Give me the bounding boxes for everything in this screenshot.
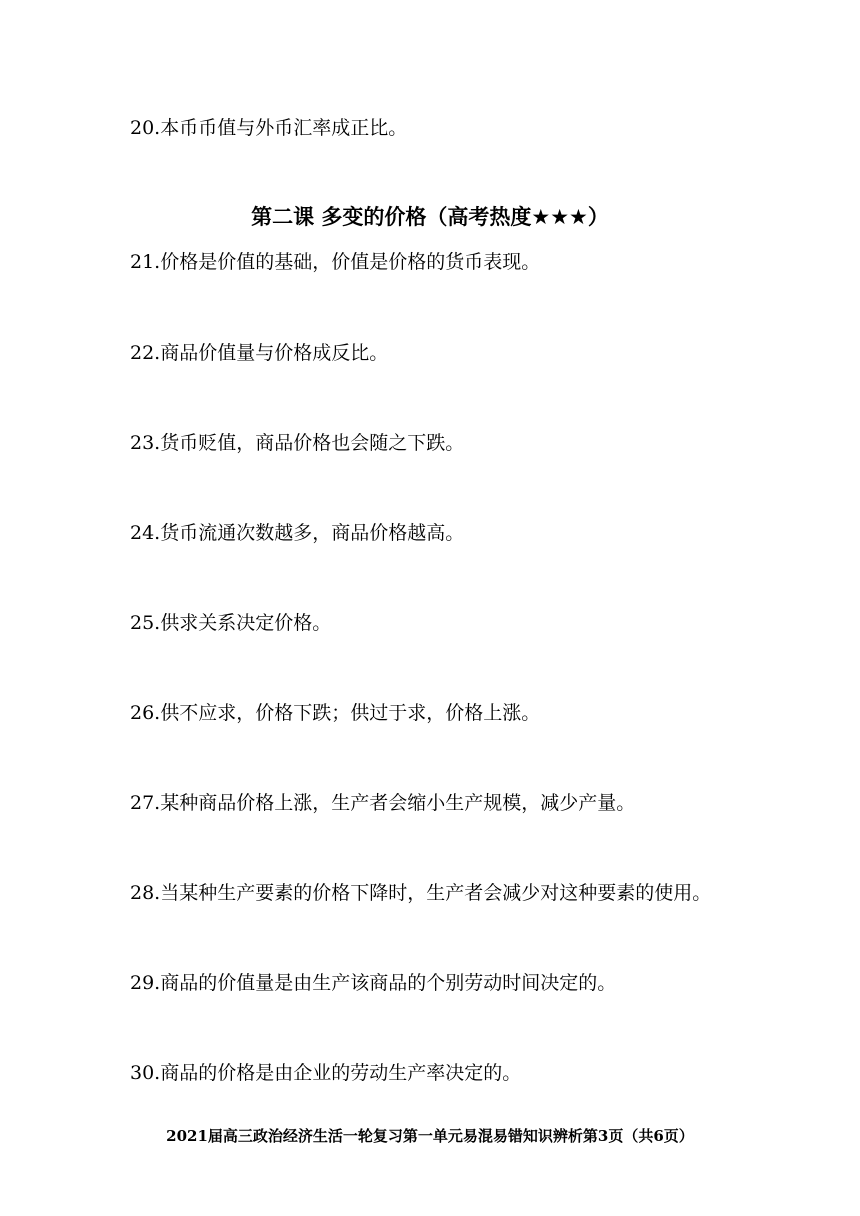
statement-23: 23.货币贬值，商品价格也会随之下跌。 xyxy=(130,432,465,454)
statement-25: 25.供求关系决定价格。 xyxy=(130,612,332,634)
statement-27: 27.某种商品价格上涨，生产者会缩小生产规模，减少产量。 xyxy=(130,792,636,814)
statement-21: 21.价格是价值的基础，价值是价格的货币表现。 xyxy=(130,251,541,273)
statement-30: 30.商品的价格是由企业的劳动生产率决定的。 xyxy=(130,1062,522,1084)
statement-28: 28.当某种生产要素的价格下降时，生产者会减少对这种要素的使用。 xyxy=(130,882,712,904)
page-footer: 2021届高三政治经济生活一轮复习第一单元易混易错知识辨析第3页（共6页） xyxy=(166,1127,694,1145)
statement-29: 29.商品的价值量是由生产该商品的个别劳动时间决定的。 xyxy=(130,972,617,994)
statement-26: 26.供不应求，价格下跌；供过于求，价格上涨。 xyxy=(130,702,541,724)
statement-20: 20.本币币值与外币汇率成正比。 xyxy=(130,117,408,139)
lesson-heading: 第二课 多变的价格（高考热度★★★） xyxy=(251,205,609,229)
statement-22: 22.商品价值量与价格成反比。 xyxy=(130,342,389,364)
statement-24: 24.货币流通次数越多，商品价格越高。 xyxy=(130,522,465,544)
